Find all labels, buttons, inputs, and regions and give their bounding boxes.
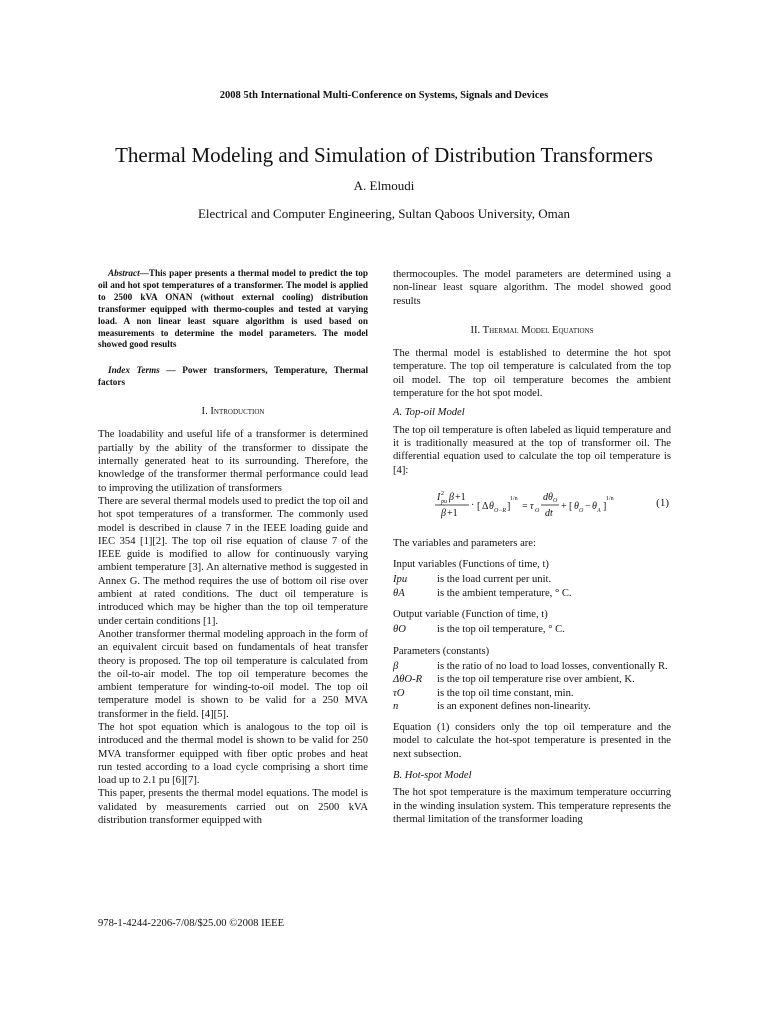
svg-text:dθ: dθ <box>543 491 553 503</box>
intro-paragraph-3: Another transformer thermal modeling approach in the form of an equivalent circuit based on fundamentals of heat transfer theory is proposed. The top oil temperature is calculated from the oil-to-air model. The top oil temperature becomes the ambient temperature for winding-to-oil model. The top oil temperature model is shown to be valid for a 250 MVA transformer in the field. [4][5]. <box>98 628 368 720</box>
section-heading-thermal-model: II. Thermal Model Equations <box>470 324 594 336</box>
conference-header: 2008 5th International Multi-Conference on Systems, Signals and Devices <box>219 90 549 101</box>
svg-text:−: − <box>585 500 591 512</box>
symbol: Ipu <box>393 574 408 586</box>
equation-1-formula <box>433 485 643 527</box>
params-table <box>393 660 671 713</box>
equation-note-paragraph: Equation (1) considers only the top oil temperature and the model to calculate the hot-spot temperature is presented in the next subsection. <box>393 722 671 760</box>
svg-text:O−R: O−R <box>494 507 507 514</box>
svg-text:τ: τ <box>530 500 534 512</box>
abstract <box>98 268 368 351</box>
symbol: n <box>393 700 399 712</box>
section-heading-introduction: I. Introduction <box>201 406 265 418</box>
outputs-table <box>393 623 671 636</box>
definition-row <box>393 573 671 586</box>
svg-text:β: β <box>441 507 446 519</box>
svg-text:O: O <box>535 507 540 514</box>
svg-text:θ: θ <box>489 500 494 512</box>
definition-row <box>393 687 671 700</box>
definition-row <box>393 700 671 713</box>
definition: is the ambient temperature, ° C. <box>437 587 572 599</box>
svg-text:θ: θ <box>574 500 579 512</box>
svg-text:θ: θ <box>592 500 597 512</box>
definition: is the ratio of no load to load losses, conventionally R. <box>437 660 668 672</box>
definition: is the load current per unit. <box>437 574 552 586</box>
author-name: A. Elmoudi <box>353 178 415 193</box>
index-terms-text: — Power transformers, Temperature, Thermal factors <box>98 365 369 388</box>
svg-text:·: · <box>471 499 475 511</box>
svg-text:O: O <box>553 497 558 504</box>
symbol: θO <box>393 624 406 636</box>
svg-text:]: ] <box>507 500 511 512</box>
svg-text:β: β <box>449 491 454 503</box>
svg-text:=: = <box>522 500 528 512</box>
variables-intro: The variables and parameters are: <box>393 537 536 549</box>
intro-paragraph-continued: thermocouples. The model parameters are determined using a non-linear least square algorithm. The model showed good results <box>393 269 671 307</box>
svg-text:]: ] <box>603 500 607 512</box>
svg-text:[: [ <box>569 500 573 512</box>
definition-row <box>393 587 671 600</box>
equation-1 <box>393 485 671 527</box>
subsection-heading-top-oil: A. Top-oil Model <box>393 407 465 419</box>
definition: is an exponent defines non-linearity. <box>437 700 591 712</box>
index-terms-label: Index Terms <box>108 365 160 376</box>
params-heading: Parameters (constants) <box>393 645 490 657</box>
inputs-table <box>393 573 671 600</box>
inputs-heading: Input variables (Functions of time, t) <box>393 559 549 571</box>
symbol: θA <box>393 587 405 599</box>
abstract-text: —This paper presents a thermal model to predict the top oil and hot spot temperatures of a transformer. The model is applied to 2500 kVA ONAN (without external cooling) distribution transformer equipped with thermo-couples and tested at varying load. A non linear least square algorithm is used based on measurements to determine the model parameters. The model showed good results <box>98 268 368 350</box>
definition-row <box>393 623 671 636</box>
svg-text:A: A <box>597 507 601 514</box>
svg-text:O: O <box>579 507 584 514</box>
svg-text:dt: dt <box>545 507 553 519</box>
svg-text:+: + <box>561 500 567 512</box>
index-terms <box>98 365 368 389</box>
thermal-model-paragraph: The thermal model is established to determine the hot spot temperature. The top oil temperature is calculated from the top oil model. The top oil temperature becomes the ambient temperature for the hot spot model. <box>393 348 671 400</box>
left-column <box>98 268 368 827</box>
abstract-label: Abstract <box>108 268 140 278</box>
subsection-heading-hot-spot: B. Hot-spot Model <box>393 770 472 782</box>
hot-spot-paragraph: The hot spot temperature is the maximum temperature occurring in the winding insulation system. This temperature represents the thermal limitation of the transformer loading <box>393 787 671 825</box>
symbol: ΔθO-R <box>393 674 423 686</box>
affiliation: Electrical and Computer Engineering, Sultan Qaboos University, Oman <box>197 206 571 221</box>
right-column <box>393 268 671 826</box>
definition-row <box>393 673 671 686</box>
intro-paragraph-2: There are several thermal models used to predict the top oil and hot spot temperatures of a transformer. The commonly used model is described in clause 7 in the IEEE loading guide and IEC 354 [1][2]. The top oil rise equation of clause 7 of the IEEE guide is modified to allow for continuously varying ambient temperature [3]. An alternative method is suggested in Annex G. The method requires the use of bottom oil rise over ambient at rated conditions. The duct oil temperature is introduced which may be higher than the top oil temperature under certain conditions [1]. <box>98 495 368 627</box>
definition-row <box>393 660 671 673</box>
svg-text:Δ: Δ <box>482 500 489 512</box>
svg-text:I: I <box>437 491 441 503</box>
svg-text:[: [ <box>477 500 481 512</box>
symbol: β <box>393 660 399 672</box>
definition: is the top oil time constant, min. <box>437 687 574 699</box>
svg-text:+1: +1 <box>447 507 458 519</box>
copyright-footer: 978-1-4244-2206-7/08/$25.00 ©2008 IEEE <box>98 918 285 929</box>
symbol: τO <box>393 687 405 699</box>
definition: is the top oil temperature rise over ambient, K. <box>437 674 635 686</box>
svg-text:pu: pu <box>441 498 447 505</box>
top-oil-paragraph: The top oil temperature is often labeled as liquid temperature and it is traditionally measured at the top of transformer oil. The differential equation used to calculate the top oil temperature is [4]: <box>393 424 671 476</box>
svg-text:1/n: 1/n <box>606 495 614 502</box>
intro-paragraph-4: The hot spot equation which is analogous to the top oil is introduced and the thermal model is shown to be valid for 250 MVA transformer equipped with fiber optic probes and heat run tested according to a load cycle comprising a short time load up to 2.1 pu [6][7]. <box>98 721 368 787</box>
svg-text:2: 2 <box>441 490 444 497</box>
svg-text:1/n: 1/n <box>510 495 518 502</box>
intro-paragraph-1: The loadability and useful life of a transformer is determined partially by the ability of the transformer to dissipate the internally generated heat to its surrounding. Therefore, the knowledge of the transformer thermal performance could lead to improving the utilization of transformers <box>98 429 368 494</box>
equation-number: (1) <box>656 496 669 509</box>
svg-text:+1: +1 <box>455 491 466 503</box>
outputs-heading: Output variable (Function of time, t) <box>393 609 548 621</box>
intro-paragraph-5: This paper, presents the thermal model equations. The model is validated by measurements carried out on 2500 kVA distribution transformer equipped with <box>98 788 368 827</box>
paper-title: Thermal Modeling and Simulation of Distribution Transformers <box>115 143 653 167</box>
definition: is the top oil temperature, ° C. <box>437 624 565 636</box>
